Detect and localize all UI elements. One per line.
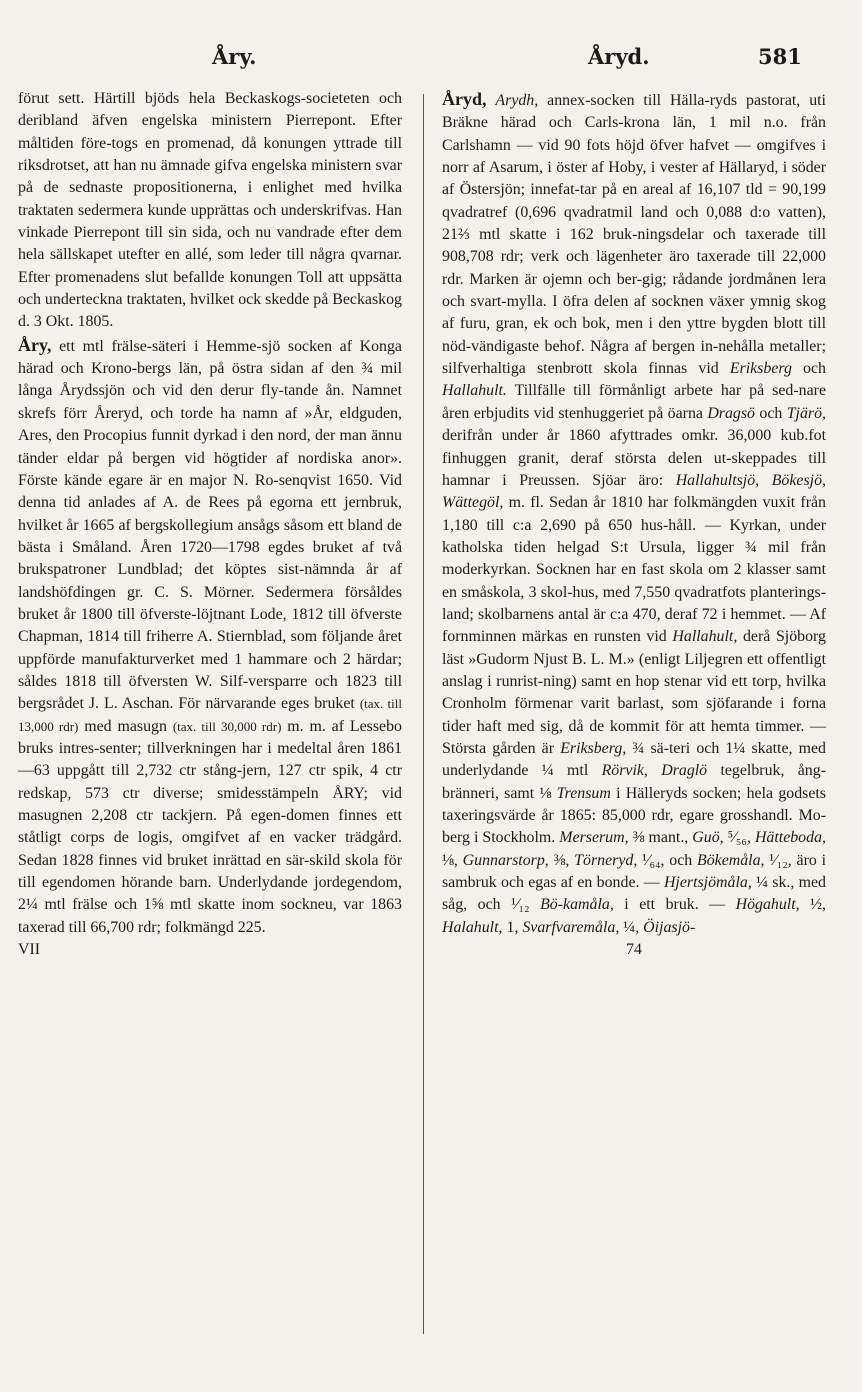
entry-title-aryd: Åryd, xyxy=(442,89,487,109)
place-name: Bö-kamåla, xyxy=(540,896,614,914)
entry-text: i Hälleryds socken; hela godsets taxeringsvärde år 1865: 85,000 rdr, egare grosshandl. Mo-berg i Stockholm. xyxy=(442,784,826,847)
column-divider xyxy=(423,94,424,1334)
place-name: Hätteboda, xyxy=(754,829,826,847)
entry-ary-text: ett mtl frälse-säteri i Hemme-sjö socken af Konga härad och Krono-bergs län, på östra sidan af den ¾ mil långa Årydssjön och vid den derur fly-tande ån. Namnet skrefs förr Åreryd, och torde ha namn af »År, eldguden, Ares, den Procopius funnit dyrkad i den nord, der man ännu tänder eldar på bergen vid högtider af nordiska anor». Förste kände egare är en major N. Ro-senqvist 1650. Vid denna tid anlades af A. de Rees på egorna ett jernbruk, hvilket år 1665 af bergskollegium ansågs såsom ett bland de bästa i Småland. Åren 1720—1798 egdes bruket af två brukspatroner Lundblad; det köptes sist-nämnda år af landshöfdingen gr. C. S. Mörner. Sedermera försåldes bruket år 1800 till öfverste-löjtnant Lode, 1812 till öfverste Chapman, 1814 till friherre A. Stiernblad, som följande året uppförde manufakturverket med 1 hammare och 2 härdar; såldes 1818 till öfversten W. Silf-versparre och 1823 till bergsrådet J. L. Aschan. För närvarande eges bruket xyxy=(18,337,402,713)
right-column xyxy=(442,88,826,961)
place-name: Törneryd, xyxy=(574,851,638,869)
entry-text: ¹⁄₁₂, äro i sambruk och egas af en bonde. — xyxy=(442,851,826,892)
entry-text: ⅜, xyxy=(548,851,575,869)
entry-text: Tillfälle till förmånligt arbete har på sed-nare åren erbjudits vid stenhuggeriet på öarna xyxy=(442,382,826,422)
entry-text: ⁵⁄₅₆, xyxy=(723,829,755,847)
entry-text: derifrån under år 1860 afyttrades omkr. 36,000 kub.fot finhuggen granit, deraf största delen ut-skeppades till hamnar i Preussen. Sjöar äro: xyxy=(442,427,826,489)
tax-note-2: (tax. till 30,000 rdr) xyxy=(172,718,282,734)
place-name: Halahult, xyxy=(442,918,503,936)
entry-text: och xyxy=(791,360,827,378)
entry-text: i ett bruk. — xyxy=(613,896,736,914)
place-name: Rörvik, Draglö xyxy=(601,762,708,780)
place-name: Hallahult. xyxy=(442,382,507,400)
entry-text: ¼, xyxy=(619,918,644,936)
signature-number: 74 xyxy=(626,941,642,959)
left-column xyxy=(18,88,402,961)
place-name: Svarfvaremåla, xyxy=(522,918,620,936)
place-name: Högahult, xyxy=(735,896,800,914)
place-name: Gunnarstorp, xyxy=(462,851,549,869)
entry-text: tegelbruk, ång-bränneri, samt ⅛ xyxy=(442,762,826,802)
place-name: Guö, xyxy=(692,829,724,847)
entry-text: m. fl. Sedan år 1810 har folkmängden vuxit från 1,180 till c:a 2,690 på 650 hus-håll. — Kyrkan, under katholska tiden helgad S:t Ursula, ligger ¾ mil från moderkyrkan. Socknen har en fast skola om 2 klasser samt en småskola, 3 skol-hus, med 7,550 qvadratfots planterings-land; skolbarnens antal är c:a 470, deraf 72 i hemmet. — Af fornminnen märkas en runsten vid xyxy=(442,494,826,646)
place-name: Eriksberg xyxy=(729,360,792,378)
running-header xyxy=(0,44,862,74)
place-name: Trensum xyxy=(556,784,611,802)
place-name: Öijasjö- xyxy=(643,918,696,936)
entry-text: ⅛, xyxy=(442,851,463,869)
entry-title-ary: Åry, xyxy=(18,334,52,355)
entry-ary-text-2: med masugn xyxy=(78,717,173,735)
entry-text: ¾ sä-teri och 1¼ skatte, med underlydande ¼ mtl xyxy=(442,739,826,780)
place-name: Tjärö, xyxy=(786,404,826,422)
entry-ary-text-3: m. m. af Lessebo bruks intres-senter; tillverkningen har i medeltal åren 1861—63 uppgått till 2,732 ctr stång-jern, 127 ctr spik, 4 ctr redskap, 573 ctr diverse; smidesstämpeln ÅRY; vid masugnen 2,208 ctr tackjern. På egen-domen finnes ett ståtligt corps de logis, omgifvet af en vacker trädgård. Sedan 1828 finnes vid bruket inrättad en sär-skild skola för till egendomen hörande barn. Underlydande jordegendom, 2¼ mtl frälse och 1⅝ mtl skatte inom sockneu, var 1863 taxerad till 66,700 rdr; folkmängd 225. xyxy=(18,717,402,936)
entry-text: 1, xyxy=(502,918,523,936)
continued-paragraph: förut sett. Härtill bjöds hela Beckaskogs-societeten och deribland äfven engelska ministern Pierrepont. Efter måltiden före-togs en promenad, då konungen yttrade till riksdrotset, att han nu ämnade gifva engelska ministern svar på de sednaste propositionerna, i enlighet med hvilka traktaten sedermera kunde upprättas och underskrifvas. Han vinkade Pierrepont till sin sida, och nu vandrade efter dem hela sällskapet utefter en allé, som leder till några qvarnar. Efter promenadens slut befallde konungen Toll att uppsätta och underteckna traktaten, hvilket ock skedde på Beckaskog d. 3 Okt. 1805. xyxy=(18,90,402,331)
entry-ary xyxy=(18,334,402,939)
place-name: Hallahult, xyxy=(672,628,738,646)
entry-text: derå Sjöborg läst »Gudorm Njust B. L. M.» (enligt Liljegren ett offentligt anslag i runrist-ning) samt en hop stenar vid ett torp, hvilka Cronholm förmenar varit barlast, som sjöfarande i forna tider haft med sig, då de kommit för att hemta timmer. — Största gården är xyxy=(442,628,826,757)
entry-aryd-text-1: annex-socken till Hälla-ryds pastorat, uti Bräkne härad och Carls-krona län, 1 mil n.o. från Carlshamn — vid 90 fots höjd öfver hafvet — omgifves i norr af Asarum, i öster af Hoby, i vester af Hällaryd, i söder af Östersjön; innefat-tar på en areal af 16,107 tld = 90,199 qvadratref (0,696 qvadratmil land och 0,088 d:o vatten), 21⅔ mtl skatte i 162 bruk-ningsdelar och taxerade till 908,708 rdr; verk och lägenheter äro taxerade till 22,000 rdr. Marken är ojemn och ber-gig; rådande jordmånen lera och svart-mylla. I öfra delen af socknen växer ymnig skog af furu, gran, ek och bok, men i den yttre bygden blott till nöd-vändigaste behof. Några af bergen in-nehålla metaller; silfverhaltiga stenbrott skola finnas vid xyxy=(442,92,826,378)
entry-text: och xyxy=(755,404,787,422)
place-name: Dragsö xyxy=(707,404,756,422)
tax-note-1: (tax. till 13,000 rdr) xyxy=(18,696,402,734)
entry-alias: Arydh, xyxy=(495,92,539,109)
entry-text: ¹⁄₆₄, och xyxy=(637,851,697,869)
place-name: Hjertsjömåla, xyxy=(663,874,752,892)
place-name: Bökemåla, xyxy=(697,851,765,869)
lake-names: Hallahultsjö, Bökesjö, Wättegöl, xyxy=(442,471,826,512)
entry-aryd xyxy=(442,88,826,939)
header-left-word: Åry. xyxy=(212,44,257,69)
entry-text: ¼ sk., med såg, och ¹⁄₁₂ xyxy=(442,874,826,914)
entry-text: ⅜ mant., xyxy=(628,829,693,847)
place-name: Eriksberg, xyxy=(560,739,627,757)
signature-mark: VII xyxy=(18,941,41,959)
page-number: 581 xyxy=(758,44,802,69)
place-name: Merserum, xyxy=(559,829,629,847)
header-center-word: Åryd. xyxy=(588,44,650,69)
entry-text: ½, xyxy=(799,896,826,914)
